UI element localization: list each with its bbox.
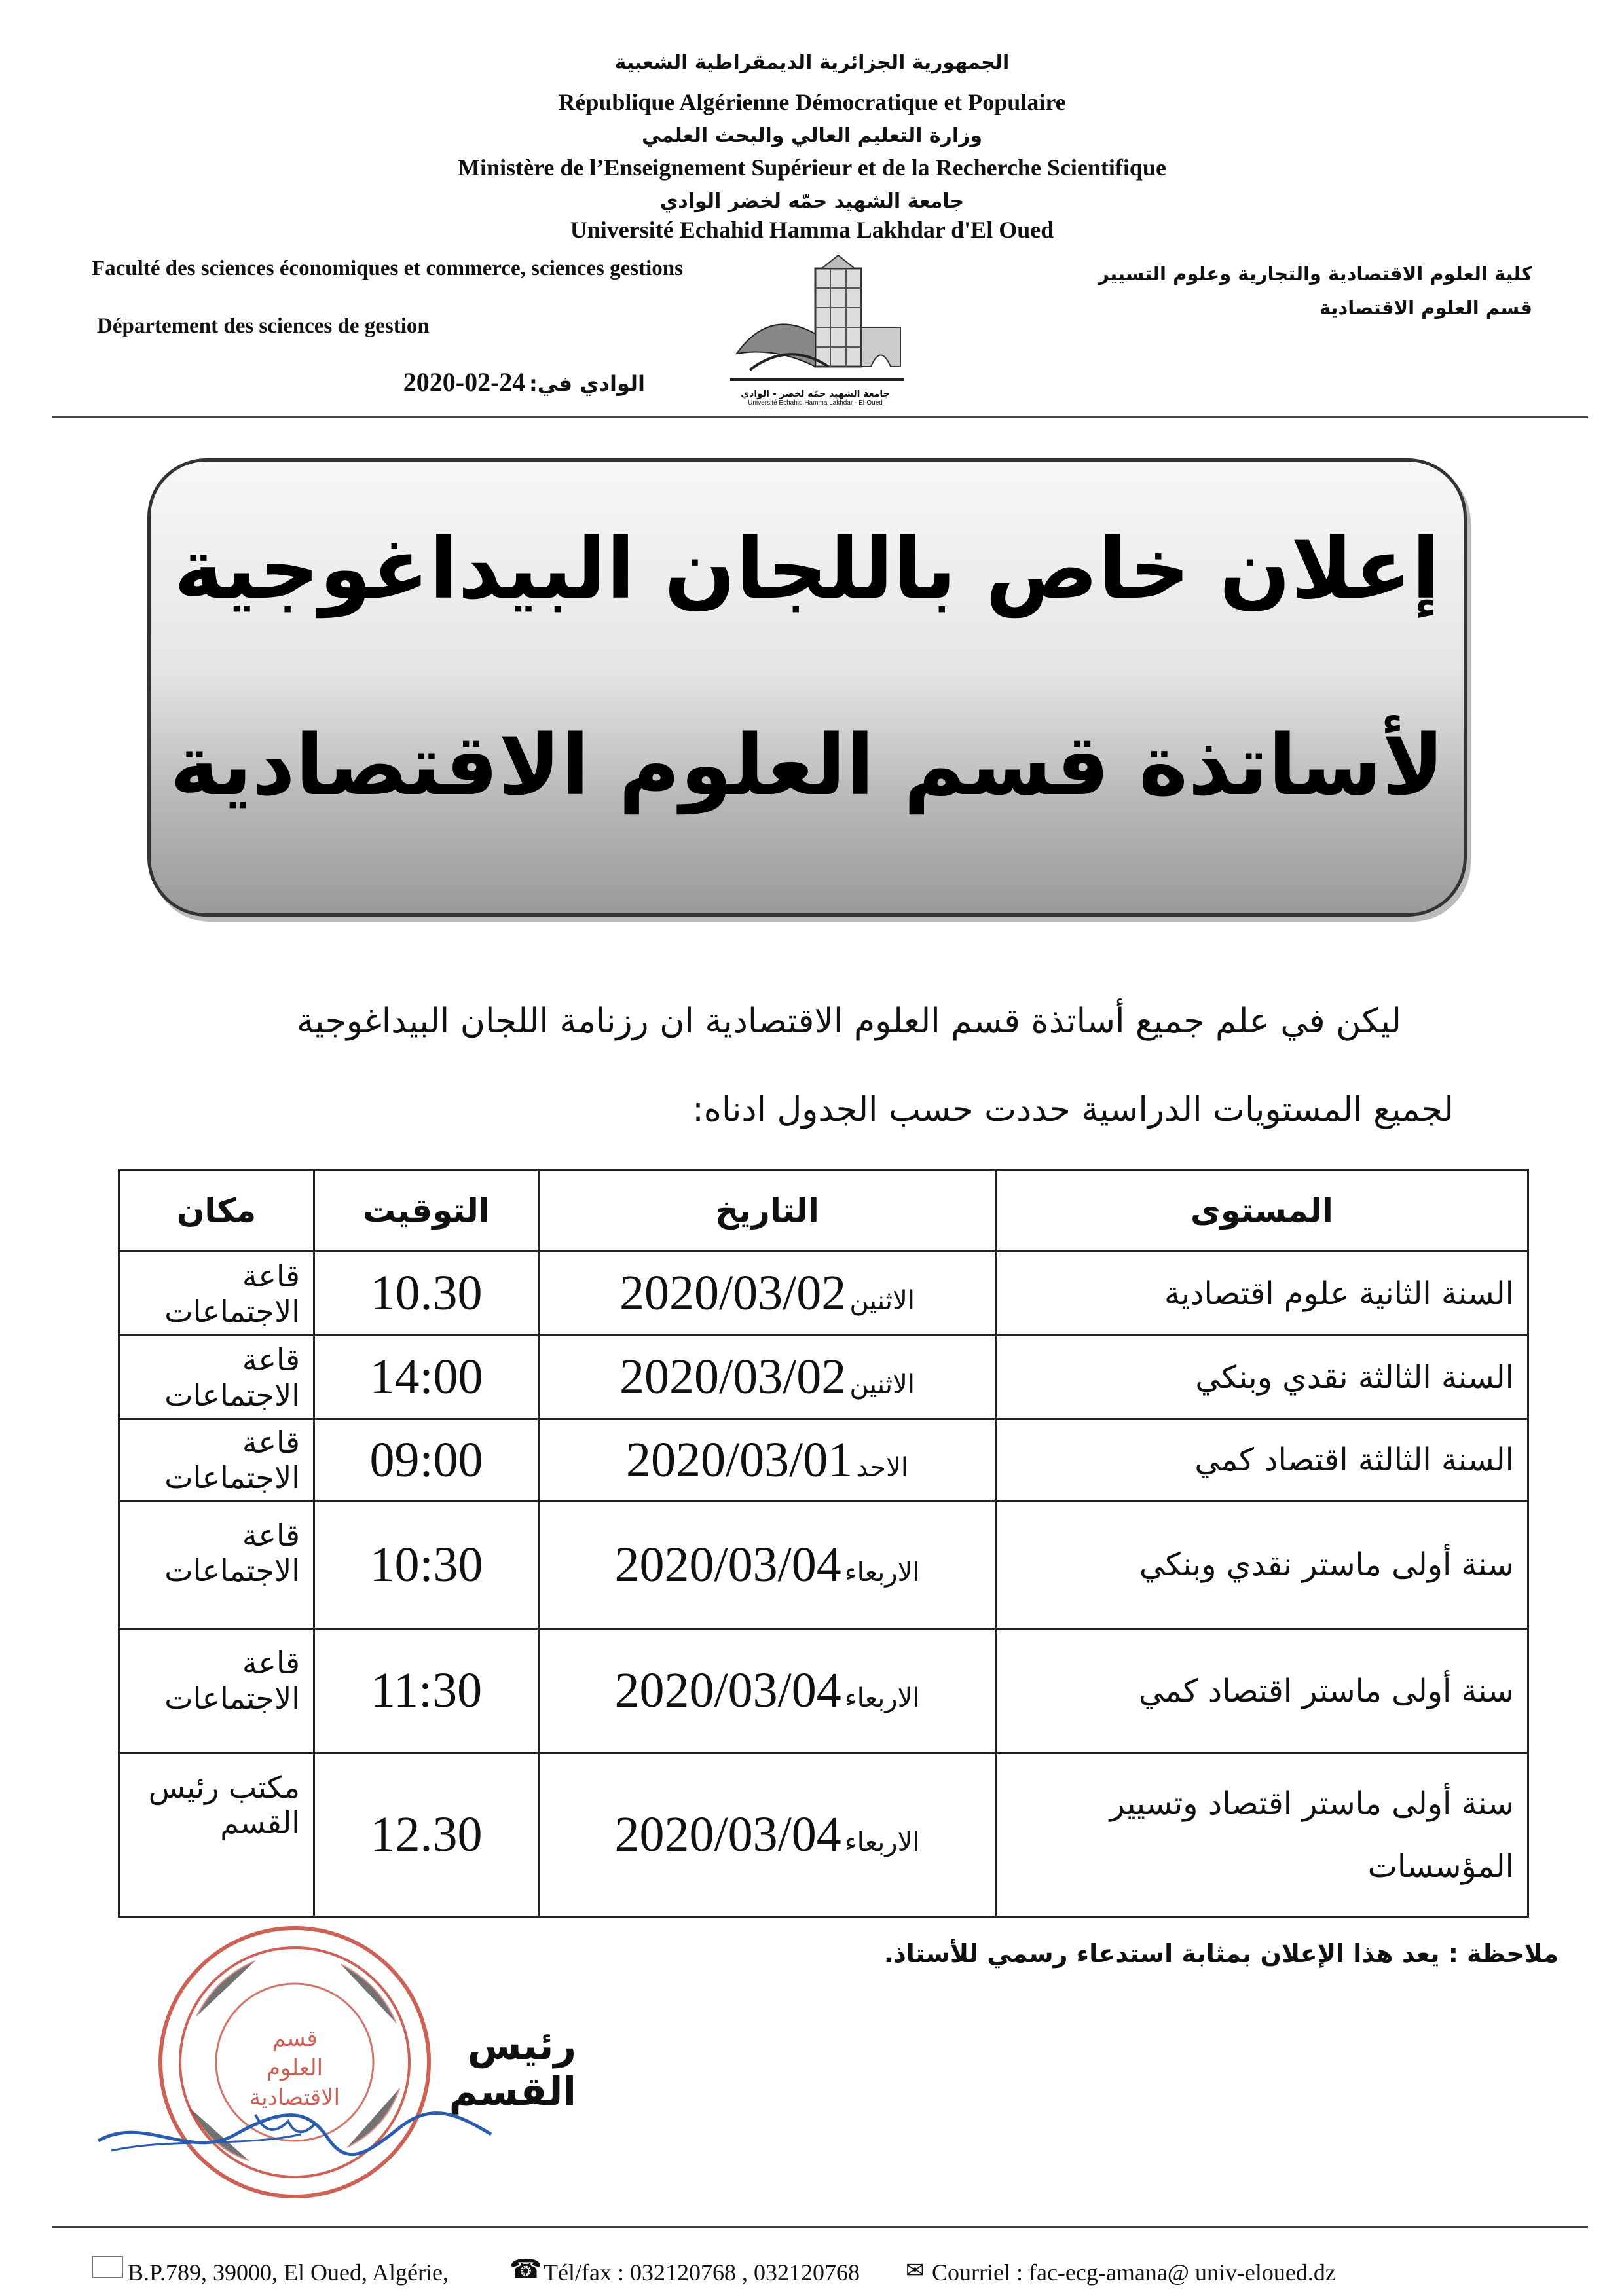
header-ar-university: جامعة الشهيد حمّه لخضر الوادي: [659, 190, 965, 213]
footer-email: Courriel : fac-ecg-amana@ univ-eloued.dz: [932, 2259, 1336, 2286]
cell-date-value: 2020/03/01: [626, 1432, 853, 1487]
signature-scribble: [92, 2088, 517, 2167]
banner-title-line1: إعلان خاص باللجان البيداغوجية: [174, 520, 1441, 618]
schedule-table: [118, 1169, 1529, 1918]
cell-level: سنة أولى ماستر اقتصاد كمي: [996, 1629, 1528, 1753]
footer-address: B.P.789, 39000, El Oued, Algérie,: [128, 2259, 449, 2286]
cell-time: 14:00: [314, 1336, 539, 1419]
note-text: يعد هذا الإعلان بمثابة استدعاء رسمي للأستاذ.: [883, 1939, 1440, 1968]
header-fr-ministry: Ministère de l’Enseignement Supérieur et de la Recherche Scientifique: [458, 155, 1166, 181]
cell-place: قاعة الاجتماعات: [119, 1336, 314, 1419]
cell-level: سنة أولى ماستر نقدي وبنكي: [996, 1501, 1528, 1629]
stamp-text-line2: العلوم: [266, 2055, 323, 2081]
cell-level: السنة الثالثة اقتصاد كمي: [996, 1419, 1528, 1501]
date-value: 2020-02-24: [403, 367, 526, 397]
table-row: [119, 1336, 1528, 1419]
table-row: [119, 1252, 1528, 1336]
header-fr-university: Université Echahid Hamma Lakhdar d'El Oued: [570, 217, 1054, 243]
table-row: [119, 1419, 1528, 1501]
phone-icon: ☎: [509, 2254, 542, 2284]
logo-caption-ar: جامعة الشهيد حمّه لخضر - الوادي: [741, 389, 890, 399]
announcement-banner: [147, 458, 1467, 917]
cell-day: الاربعاء: [844, 1827, 920, 1857]
header-ar-ministry: وزارة التعليم العالي والبحث العلمي: [641, 124, 983, 147]
cell-date-value: 2020/03/04: [614, 1807, 841, 1862]
cell-time: 09:00: [314, 1419, 539, 1501]
header-fr-republic: République Algérienne Démocratique et Populaire: [558, 89, 1066, 115]
signature-image: [92, 2088, 517, 2167]
banner-title-line2: لأساتذة قسم العلوم الاقتصادية: [170, 717, 1445, 814]
note-label: ملاحظة :: [1448, 1939, 1559, 1968]
cell-time: 10:30: [314, 1501, 539, 1629]
university-logo: [724, 255, 907, 412]
cell-place: مكتب رئيس القسم: [119, 1753, 314, 1917]
cell-date-value: 2020/03/02: [619, 1349, 847, 1404]
cell-place: قاعة الاجتماعات: [119, 1252, 314, 1336]
cell-day: الاحد: [856, 1452, 908, 1483]
cell-level: سنة أولى ماستر اقتصاد وتسيير المؤسسات: [996, 1753, 1528, 1917]
faculty-ar: كلية العلوم الاقتصادية والتجارية وعلوم التسيير: [1098, 263, 1532, 285]
department-fr: Département des sciences de gestion: [97, 314, 430, 338]
faculty-fr: Faculté des sciences économiques et commerce, sciences gestions: [92, 257, 683, 280]
email-icon: ✉: [906, 2259, 925, 2283]
note-line: [655, 1939, 1559, 1968]
cell-time: 10.30: [314, 1252, 539, 1336]
cell-date: [539, 1501, 996, 1629]
cell-place: قاعة الاجتماعات: [119, 1501, 314, 1629]
cell-date: [539, 1629, 996, 1753]
header-place: مكان: [119, 1170, 314, 1252]
cell-date: [539, 1252, 996, 1336]
cell-day: الاثنين: [849, 1286, 915, 1316]
header-ar-republic: الجمهورية الجزائرية الديمقراطية الشعبية: [614, 51, 1010, 74]
cell-day: الاثنين: [849, 1370, 915, 1400]
intro-line1: ليكن في علم جميع أساتذة قسم العلوم الاقتصادية ان رزنامة اللجان البيداغوجية: [297, 1002, 1401, 1041]
signature-title: رئيس القسم: [449, 2023, 576, 2115]
cell-date: [539, 1336, 996, 1419]
cell-level: السنة الثالثة نقدي وبنكي: [996, 1336, 1528, 1419]
date-line: [344, 367, 645, 397]
header-divider: [52, 416, 1588, 418]
stamp-text-line3: الاقتصادية: [249, 2085, 341, 2111]
table-header-row: [119, 1170, 1528, 1252]
footer-phone: Tél/fax : 032120768 , 032120768: [544, 2259, 860, 2286]
stamp-text-line1: قسم: [272, 2026, 318, 2052]
header-date: التاريخ: [539, 1170, 996, 1252]
header-level: المستوى: [996, 1170, 1528, 1252]
footer-divider: [52, 2226, 1588, 2228]
cell-date: [539, 1419, 996, 1501]
cell-time: 11:30: [314, 1629, 539, 1753]
cell-date-value: 2020/03/04: [614, 1663, 841, 1718]
header-time: التوقيت: [314, 1170, 539, 1252]
cell-date-value: 2020/03/04: [614, 1537, 841, 1592]
cell-day: الاربعاء: [844, 1683, 920, 1713]
cell-date: [539, 1753, 996, 1917]
date-label: الوادي في:: [528, 371, 645, 396]
cell-date-value: 2020/03/02: [619, 1266, 847, 1321]
cell-place: قاعة الاجتماعات: [119, 1419, 314, 1501]
cell-place: قاعة الاجتماعات: [119, 1629, 314, 1753]
university-logo-image: [724, 255, 907, 386]
table-row: [119, 1501, 1528, 1629]
envelope-icon: [92, 2256, 123, 2278]
table-row: [119, 1753, 1528, 1917]
logo-caption-fr: Université Echahid Hamma Lakhdar - El-Oued: [748, 399, 883, 407]
department-ar: قسم العلوم الاقتصادية: [1319, 297, 1532, 319]
table-row: [119, 1629, 1528, 1753]
cell-level: السنة الثانية علوم اقتصادية: [996, 1252, 1528, 1336]
intro-line2: لجميع المستويات الدراسية حددت حسب الجدول ادناه:: [692, 1090, 1454, 1129]
cell-day: الاربعاء: [844, 1557, 920, 1588]
cell-time: 12.30: [314, 1753, 539, 1917]
